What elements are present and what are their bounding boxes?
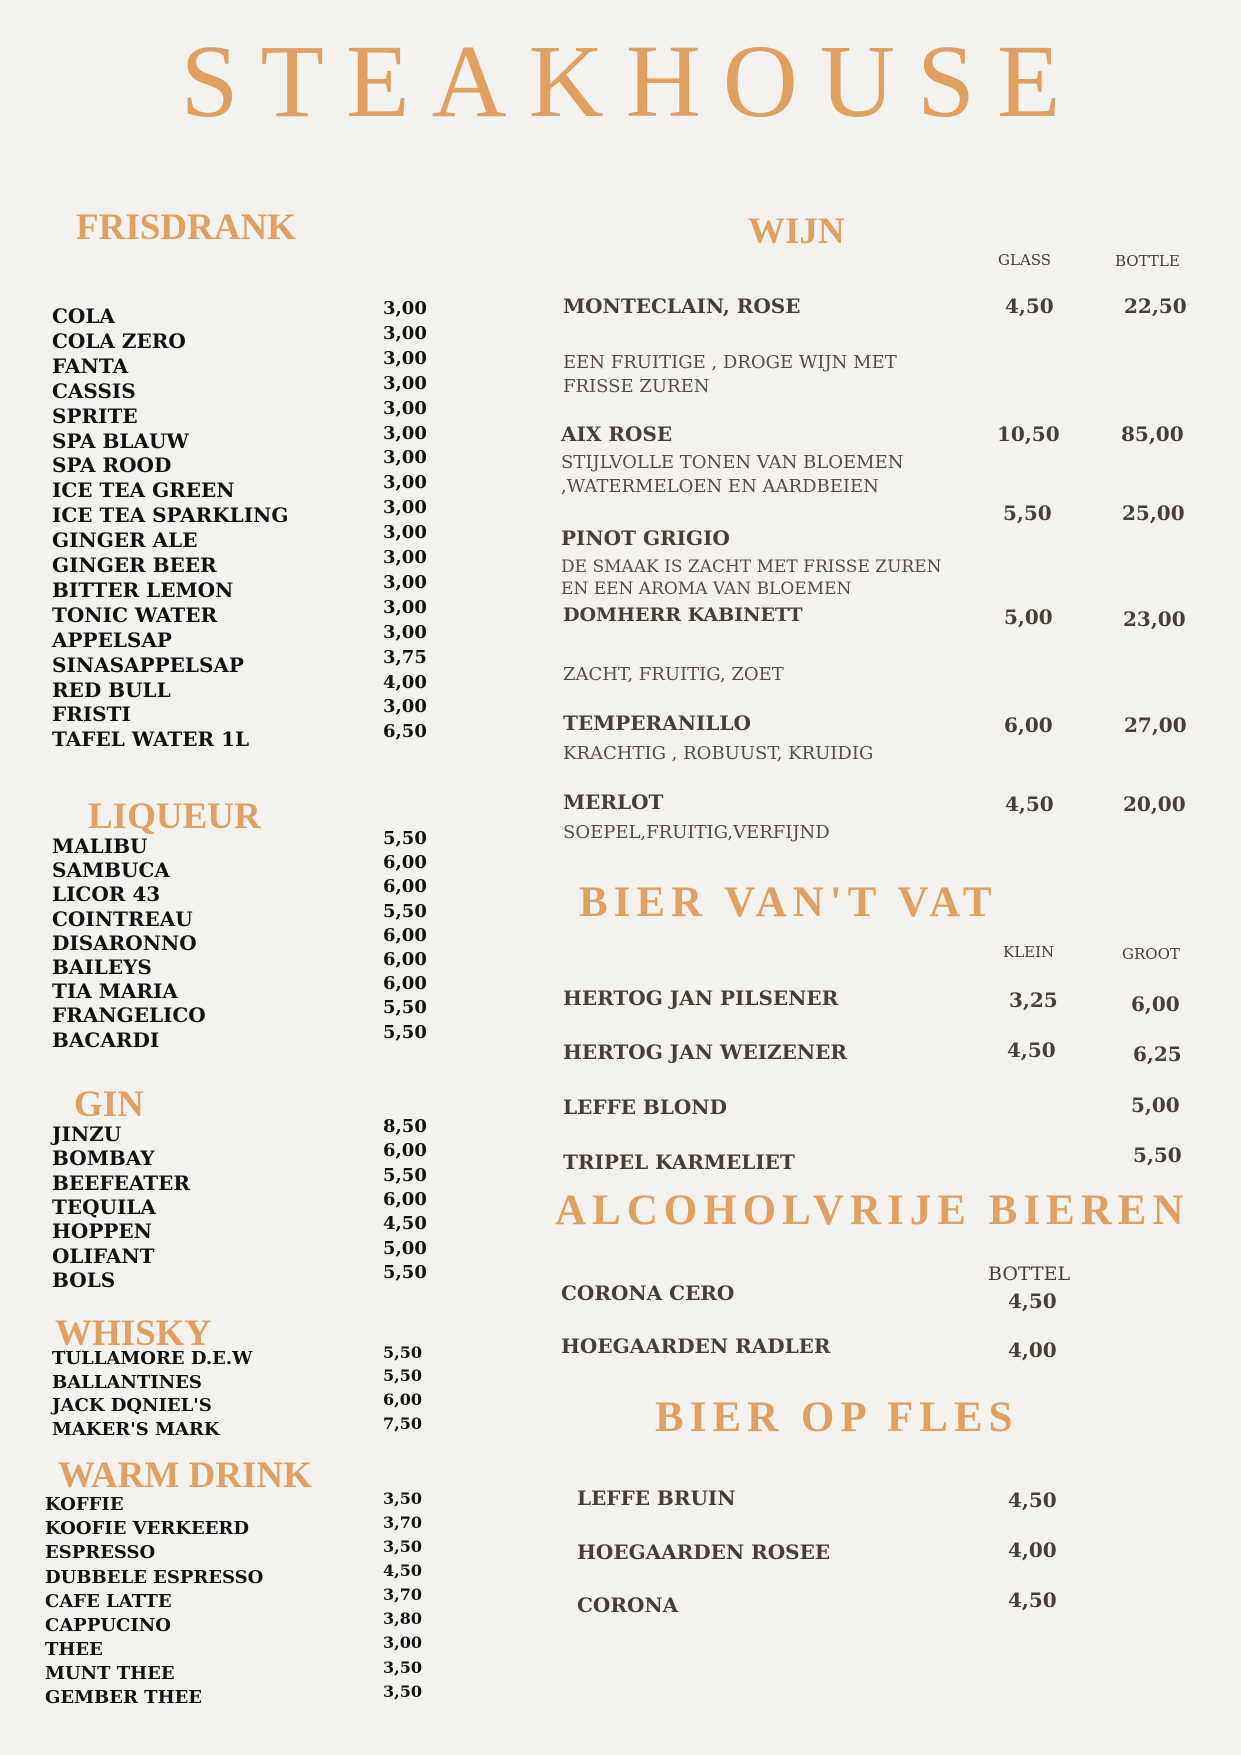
wine-name: PINOT GRIGIO: [561, 526, 730, 550]
menu-item-name: ESPRESSO: [45, 1542, 156, 1564]
menu-item-price: 3,70: [383, 1512, 422, 1532]
klein-column-header: KLEIN: [1003, 943, 1055, 961]
alcoholfree-beer-price: 4,50: [1008, 1289, 1057, 1313]
menu-item-price: 6,50: [383, 721, 427, 743]
menu-item-price: 5,50: [383, 1366, 422, 1386]
tap-beer-klein-price: 3,25: [1009, 988, 1058, 1012]
menu-item-name: GINGER ALE: [52, 528, 198, 553]
wine-bottle-price: 85,00: [1121, 422, 1184, 446]
menu-item-price: 3,00: [383, 497, 427, 519]
menu-item-price: 3,00: [383, 472, 427, 494]
wine-glass-price: 5,50: [1003, 501, 1052, 525]
menu-item-name: OLIFANT: [52, 1243, 155, 1268]
menu-item-price: 6,00: [383, 1390, 422, 1409]
bottle-beer-price: 4,50: [1008, 1588, 1057, 1612]
menu-item-price: 3,70: [383, 1585, 422, 1605]
wine-bottle-price: 25,00: [1122, 501, 1185, 525]
menu-item-price: 3,00: [383, 621, 427, 643]
groot-column-header: GROOT: [1122, 945, 1180, 963]
menu-item-name: GEMBER THEE: [45, 1687, 203, 1708]
menu-item-name: FRISTI: [52, 702, 131, 727]
menu-item-name: FANTA: [52, 353, 129, 378]
menu-item-name: FRANGELICO: [52, 1003, 206, 1028]
wine-description: EEN FRUITIGE , DROGE WIJN MET: [563, 352, 897, 373]
wine-glass-price: 4,50: [1005, 792, 1054, 816]
menu-item-name: BOMBAY: [52, 1146, 155, 1171]
menu-item-price: 8,50: [383, 1116, 427, 1137]
menu-item-price: 3,50: [383, 1488, 422, 1508]
wine-bottle-price: 20,00: [1123, 792, 1186, 816]
bottle-beer-name: CORONA: [577, 1593, 679, 1617]
menu-item-name: MAKER'S MARK: [52, 1419, 220, 1440]
menu-item-name: COLA ZERO: [52, 328, 186, 353]
menu-item-name: KOOFIE VERKEERD: [45, 1518, 250, 1540]
wine-description: FRISSE ZUREN: [563, 376, 710, 397]
menu-item-price: 6,00: [383, 973, 427, 995]
menu-item-price: 3,50: [383, 1681, 422, 1701]
menu-item-price: 3,00: [383, 596, 427, 618]
menu-item-price: 3,80: [383, 1609, 422, 1629]
wine-name: MONTECLAIN, ROSE: [563, 294, 801, 318]
menu-item-price: 3,00: [383, 322, 427, 344]
menu-item-name: TULLAMORE D.E.W: [52, 1348, 253, 1370]
menu-item-price: 6,00: [383, 924, 427, 946]
menu-item-name: LICOR 43: [52, 882, 161, 907]
menu-item-price: 3,00: [383, 298, 427, 319]
menu-item-name: GINGER BEER: [52, 553, 217, 577]
menu-item-price: 3,00: [383, 397, 427, 419]
page-title: STEAKHOUSE: [180, 24, 1083, 139]
menu-item-name: BAILEYS: [52, 955, 152, 979]
menu-item-price: 5,50: [383, 1261, 427, 1283]
wine-bottle-price: 23,00: [1123, 607, 1186, 631]
menu-item-name: SPRITE: [52, 403, 138, 428]
bottle-beer-name: LEFFE BRUIN: [577, 1486, 736, 1510]
menu-item-name: BEEFEATER: [52, 1170, 191, 1195]
menu-item-price: 3,00: [383, 696, 427, 718]
menu-item-name: BOLS: [52, 1267, 116, 1292]
menu-item-price: 3,75: [383, 646, 427, 668]
tap-beer-groot-price: 6,25: [1133, 1042, 1182, 1066]
menu-item-name: MUNT THEE: [45, 1662, 175, 1684]
bottle-column-header: BOTTLE: [1115, 252, 1180, 270]
menu-item-name: BITTER LEMON: [52, 577, 234, 602]
menu-item-name: MALIBU: [52, 834, 148, 858]
menu-item-price: 3,00: [383, 571, 427, 593]
menu-item-name: JACK DQNIEL'S: [52, 1395, 212, 1417]
menu-item-name: TIA MARIA: [52, 979, 178, 1004]
menu-item-price: 3,00: [383, 447, 427, 469]
frisdrank-heading: FRISDRANK: [76, 207, 296, 248]
menu-item-price: 6,00: [383, 1188, 427, 1210]
menu-item-price: 4,50: [383, 1213, 427, 1235]
menu-item-price: 6,00: [383, 852, 427, 874]
wine-name: AIX ROSE: [561, 422, 673, 446]
wine-name: MERLOT: [563, 790, 664, 814]
menu-item-name: COINTREAU: [52, 906, 193, 931]
menu-item-name: DUBBELE ESPRESSO: [45, 1566, 264, 1588]
menu-item-name: THEE: [45, 1638, 103, 1660]
menu-item-name: ICE TEA GREEN: [52, 478, 235, 503]
wine-description: EN EEN AROMA VAN BLOEMEN: [561, 579, 852, 599]
liqueur-heading: LIQUEUR: [88, 796, 261, 837]
wine-description: ,WATERMELOEN EN AARDBEIEN: [561, 476, 879, 497]
alcoholfree-beer-price: 4,00: [1008, 1338, 1057, 1362]
glass-column-header: GLASS: [998, 251, 1052, 269]
menu-item-price: 5,50: [383, 1021, 427, 1043]
wine-glass-price: 4,50: [1005, 294, 1054, 318]
menu-item-name: SPA BLAUW: [52, 428, 189, 453]
menu-item-name: TONIC WATER: [52, 602, 218, 627]
menu-item-name: TAFEL WATER 1L: [52, 727, 250, 752]
menu-item-price: 7,50: [383, 1413, 422, 1433]
wine-description: KRACHTIG , ROBUUST, KRUIDIG: [563, 743, 874, 764]
menu-item-name: JINZU: [52, 1122, 122, 1146]
menu-item-name: CASSIS: [52, 378, 136, 403]
whisky-heading: WHISKY: [55, 1313, 212, 1354]
menu-item-name: APPELSAP: [52, 627, 172, 652]
bottle-beer-price: 4,50: [1008, 1488, 1057, 1512]
menu-item-name: RED BULL: [52, 677, 171, 702]
menu-item-price: 5,50: [383, 1164, 427, 1186]
menu-item-price: 6,00: [383, 1140, 427, 1162]
menu-item-price: 5,00: [383, 1237, 427, 1259]
gin-heading: GIN: [74, 1084, 144, 1125]
menu-item-name: HOPPEN: [52, 1219, 152, 1244]
menu-item-name: DISARONNO: [52, 930, 197, 955]
wine-description: SOEPEL,FRUITIG,VERFIJND: [563, 822, 830, 843]
wine-glass-price: 5,00: [1004, 605, 1053, 629]
menu-item-price: 4,50: [383, 1561, 422, 1581]
tap-beer-groot-price: 5,50: [1133, 1143, 1182, 1167]
menu-item-name: SINASAPPELSAP: [52, 652, 244, 677]
wine-glass-price: 10,50: [997, 422, 1060, 446]
menu-item-name: CAFE LATTE: [45, 1590, 172, 1612]
tap-beer-groot-price: 5,00: [1131, 1093, 1180, 1117]
menu-item-name: BACARDI: [52, 1027, 160, 1052]
alcoholfree-beer-name: HOEGAARDEN RADLER: [561, 1334, 831, 1358]
menu-item-name: BALLANTINES: [52, 1371, 202, 1393]
bier-op-fles-heading: BIER OP FLES: [655, 1394, 1019, 1441]
menu-item-price: 6,00: [383, 876, 427, 898]
tap-beer-name: HERTOG JAN WEIZENER: [563, 1040, 848, 1064]
wine-glass-price: 6,00: [1004, 713, 1053, 737]
wine-bottle-price: 27,00: [1124, 713, 1187, 737]
menu-item-price: 3,50: [383, 1657, 422, 1677]
warm-drink-heading: WARM DRINK: [58, 1455, 312, 1496]
menu-item-price: 3,00: [383, 522, 427, 544]
wine-description: ZACHT, FRUITIG, ZOET: [563, 664, 784, 685]
menu-item-price: 3,00: [383, 347, 427, 369]
menu-item-price: 3,00: [383, 422, 427, 444]
tap-beer-name: LEFFE BLOND: [563, 1095, 727, 1119]
menu-item-name: SAMBUCA: [52, 858, 170, 883]
bier-vat-heading: BIER VAN'T VAT: [579, 879, 998, 926]
menu-item-name: COLA: [52, 304, 115, 328]
menu-item-name: KOFFIE: [45, 1494, 124, 1516]
menu-item-price: 4,00: [383, 671, 427, 693]
tap-beer-name: HERTOG JAN PILSENER: [563, 986, 839, 1010]
menu-item-name: ICE TEA SPARKLING: [52, 503, 289, 528]
menu-item-price: 3,00: [383, 547, 427, 568]
wine-description: DE SMAAK IS ZACHT MET FRISSE ZUREN: [561, 557, 942, 577]
menu-item-price: 3,00: [383, 372, 427, 394]
bottle-beer-price: 4,00: [1008, 1538, 1057, 1562]
alcoholfree-beer-name: CORONA CERO: [561, 1281, 735, 1305]
menu-item-name: SPA ROOD: [52, 453, 172, 478]
bottel-column-header: BOTTEL: [988, 1263, 1071, 1285]
menu-item-name: CAPPUCINO: [45, 1614, 171, 1636]
menu-item-price: 5,50: [383, 900, 427, 922]
wine-name: TEMPERANILLO: [563, 711, 751, 735]
tap-beer-klein-price: 4,50: [1007, 1038, 1056, 1062]
alcoholvrij-heading: ALCOHOLVRIJE BIEREN: [555, 1187, 1190, 1234]
tap-beer-name: TRIPEL KARMELIET: [563, 1150, 795, 1174]
menu-item-name: TEQUILA: [52, 1194, 156, 1219]
wine-bottle-price: 22,50: [1124, 294, 1187, 318]
menu-item-price: 5,50: [383, 1342, 422, 1362]
menu-item-price: 3,50: [383, 1537, 422, 1556]
wine-name: DOMHERR KABINETT: [563, 604, 803, 626]
menu-item-price: 5,50: [383, 997, 427, 1019]
wijn-heading: WIJN: [748, 211, 845, 252]
menu-item-price: 6,00: [383, 949, 427, 970]
menu-item-price: 5,50: [383, 828, 427, 849]
wine-description: STIJLVOLLE TONEN VAN BLOEMEN: [561, 452, 904, 473]
menu-item-price: 3,00: [383, 1633, 422, 1653]
bottle-beer-name: HOEGAARDEN ROSEE: [577, 1540, 831, 1564]
tap-beer-groot-price: 6,00: [1131, 992, 1180, 1016]
